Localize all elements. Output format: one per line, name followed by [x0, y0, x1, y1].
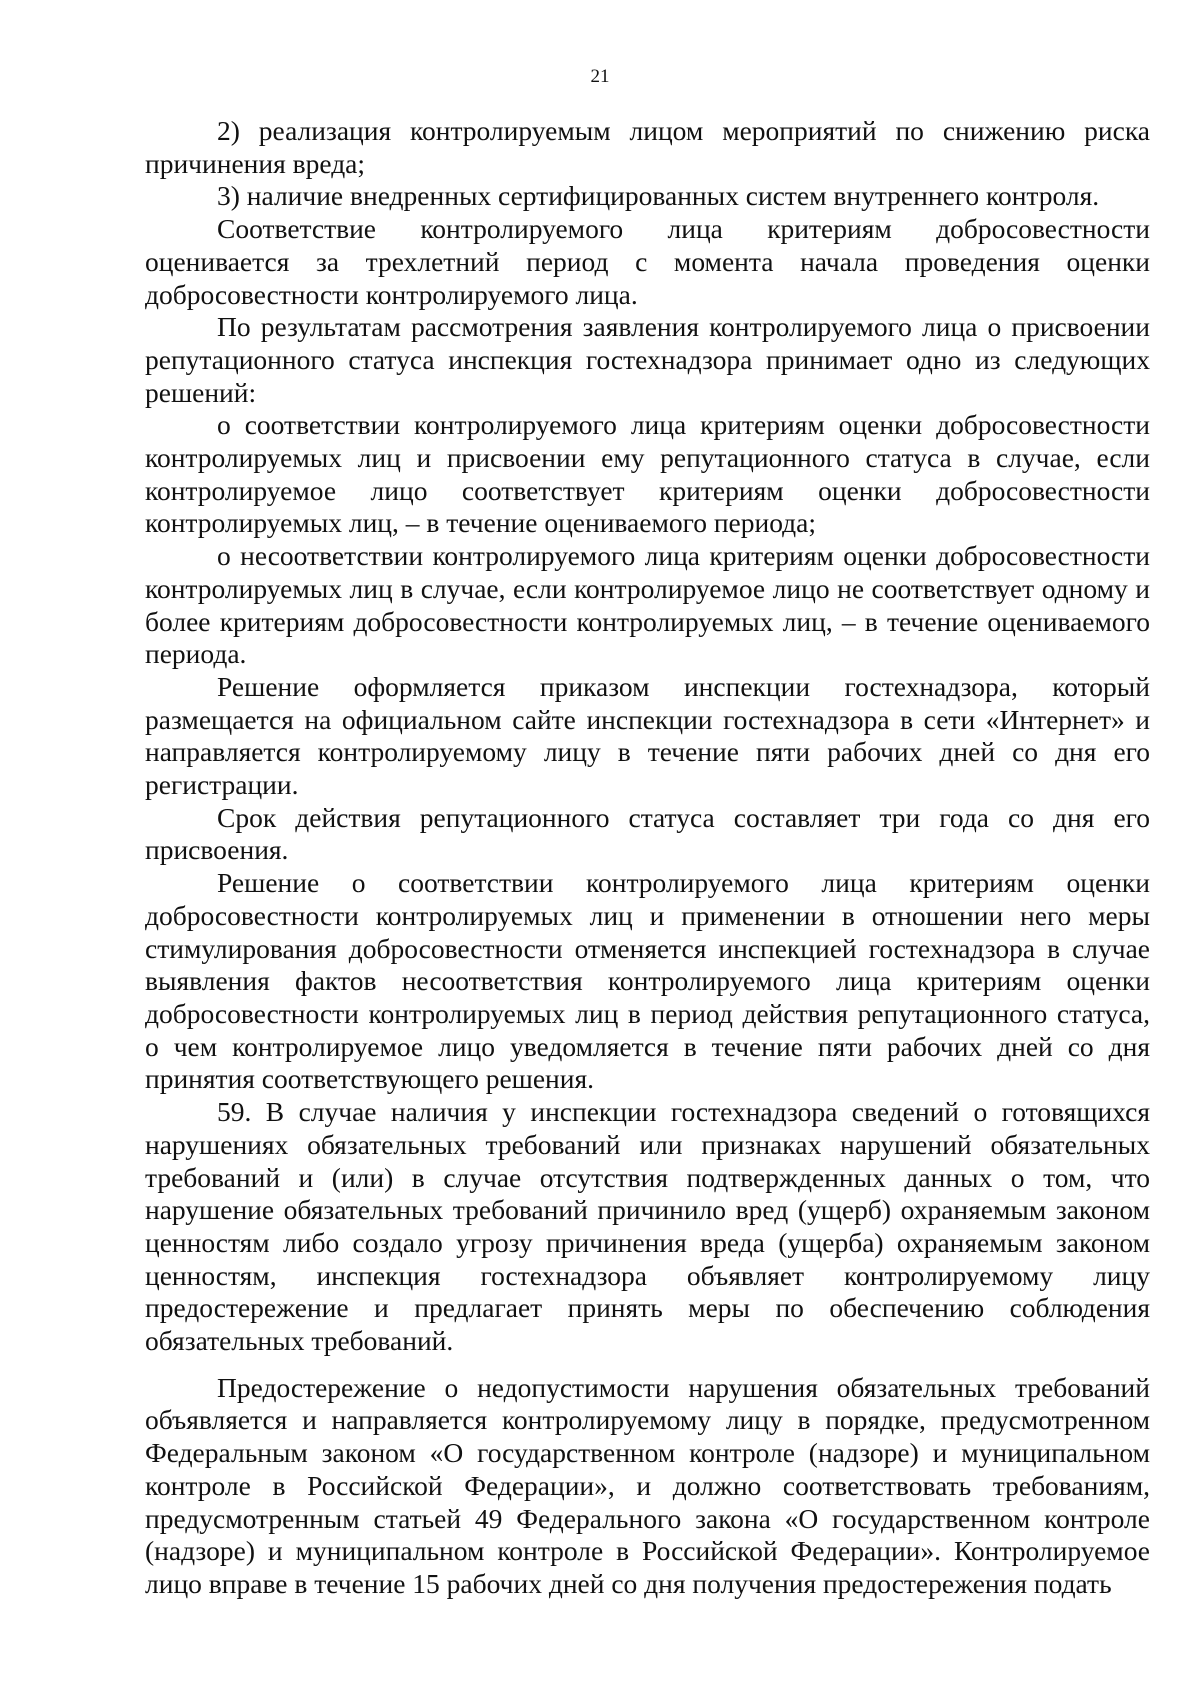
paragraph-decision-compliance: о соответствии контролируемого лица критериям оценки добросовестности контролируемых лиц и присвоении ему репутационного статуса в случае, если контролируемое лицо соответствует критериям оценки добросовестности контролируемых лиц, – в течение оцениваемого периода; [145, 409, 1150, 539]
paragraph-decision-revocation: Решение о соответствии контролируемого лица критериям оценки добросовестности контролируемых лиц и применении в отношении него меры стимулирования добросовестности отменяется инспекцией гостехнадзора в случае выявления фактов несоответствия контролируемого лица критериям оценки добросовестности контролируемых лиц в период действия репутационного статуса, о чем контролируемое лицо уведомляется в течение пяти рабочих дней со дня принятия соответствующего решения. [145, 867, 1150, 1095]
document-body [145, 115, 1150, 1601]
page-number: 21 [590, 66, 610, 87]
paragraph-item-59: 59. В случае наличия у инспекции гостехнадзора сведений о готовящихся нарушениях обязательных требований или признаках нарушений обязательных требований и (или) в случае отсутствия подтвержденных данных о том, что нарушение обязательных требований причинило вред (ущерб) охраняемым законом ценностям либо создало угрозу причинения вреда (ущерба) охраняемым законом ценностям, инспекция гостехнадзора объявляет контролируемому лицу предостережение и предлагает принять меры по обеспечению соблюдения обязательных требований. [145, 1096, 1150, 1357]
paragraph-decision-noncompliance: о несоответствии контролируемого лица критериям оценки добросовестности контролируемых лиц в случае, если контролируемое лицо не соответствует одному и более критериям добросовестности контролируемых лиц, – в течение оцениваемого периода. [145, 540, 1150, 670]
paragraph-criterion-2: 2) реализация контролируемым лицом мероприятий по снижению риска причинения вреда; [145, 115, 1150, 179]
paragraph-warning-procedure: Предостережение о недопустимости нарушения обязательных требований объявляется и направляется контролируемому лицу в порядке, предусмотренном Федеральным законом «О государственном контроле (надзоре) и муниципальном контроле в Российской Федерации», и должно соответствовать требованиям, предусмотренным статьей 49 Федерального закона «О государственном контроле (надзоре) и муниципальном контроле в Российской Федерации». Контролируемое лицо вправе в течение 15 рабочих дней со дня получения предостережения подать [145, 1371, 1150, 1599]
paragraph-assessment-period: Соответствие контролируемого лица критериям добросовестности оценивается за трехлетний период с момента начала проведения оценки добросовестности контролируемого лица. [145, 213, 1150, 310]
paragraph-criterion-3: 3) наличие внедренных сертифицированных систем внутреннего контроля. [217, 180, 1100, 212]
paragraph-status-term: Срок действия репутационного статуса составляет три года со дня его присвоения. [145, 801, 1150, 866]
paragraph-decision-order: Решение оформляется приказом инспекции гостехнадзора, который размещается на официальном сайте инспекции гостехнадзора в сети «Интернет» и направляется контролируемому лицу в течение пяти рабочих дней со дня его регистрации. [145, 670, 1150, 801]
paragraph-decision-options: По результатам рассмотрения заявления контролируемого лица о присвоении репутационного статуса инспекция гостехнадзора принимает одно из следующих решений: [145, 311, 1150, 408]
